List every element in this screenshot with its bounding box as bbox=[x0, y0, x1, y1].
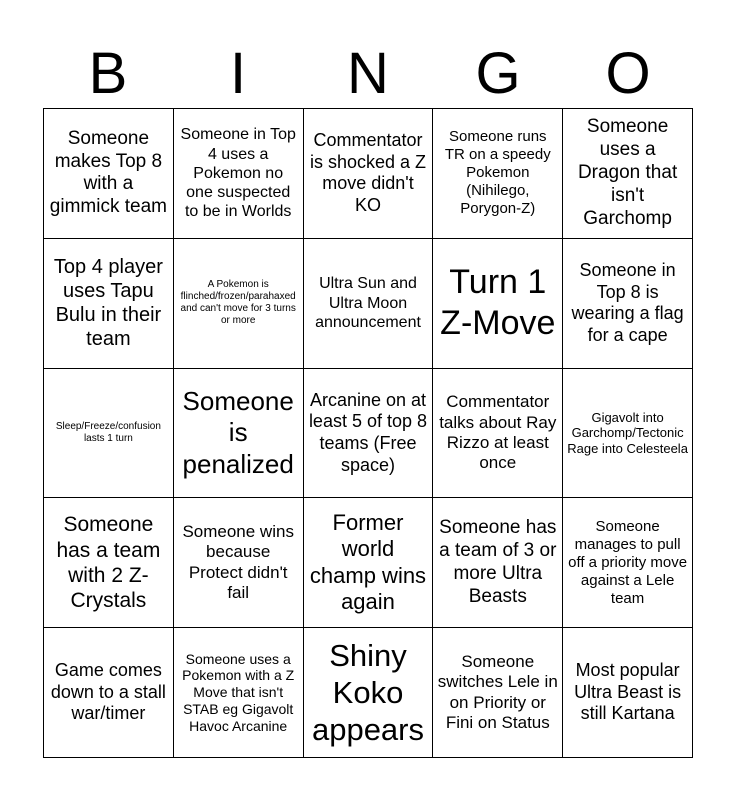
bingo-cell-text: Someone makes Top 8 with a gimmick team bbox=[49, 127, 167, 218]
bingo-cell[interactable] bbox=[174, 498, 304, 628]
bingo-cell-text: Someone uses a Dragon that isn't Garchomp bbox=[577, 116, 678, 229]
bingo-cell-text: Someone is penalized bbox=[182, 386, 294, 479]
bingo-grid bbox=[43, 108, 693, 758]
bingo-cell[interactable] bbox=[304, 498, 434, 628]
bingo-cell-text: Someone has a team with 2 Z-Crystals bbox=[56, 513, 161, 612]
bingo-cell[interactable] bbox=[174, 628, 304, 758]
bingo-cell[interactable] bbox=[44, 109, 174, 239]
header-letter-o: O bbox=[605, 41, 651, 106]
bingo-cell-text: Top 4 player uses Tapu Bulu in their team bbox=[53, 256, 163, 351]
bingo-cell-text: Someone manages to pull off a priority move against a Lele team bbox=[568, 517, 688, 607]
bingo-cell[interactable] bbox=[304, 369, 434, 499]
bingo-cell-text: Commentator is shocked a Z move didn't KO bbox=[309, 130, 427, 215]
bingo-cell[interactable] bbox=[563, 628, 693, 758]
header-letter-i: I bbox=[229, 41, 247, 106]
bingo-cell-text: Someone runs TR on a speedy Pokemon (Nihilego, Porygon-Z) bbox=[444, 128, 551, 218]
bingo-cell[interactable] bbox=[563, 239, 693, 369]
bingo-cell-text: Someone wins because Protect didn't fail bbox=[182, 522, 294, 603]
bingo-cell-text: Turn 1 Z-Move bbox=[440, 263, 556, 343]
bingo-cell[interactable] bbox=[44, 369, 174, 499]
bingo-cell-text: A Pokemon is flinched/frozen/parahaxed and can't move for 3 turns or more bbox=[180, 279, 296, 327]
bingo-cell[interactable] bbox=[433, 369, 563, 499]
bingo-cell-text: Arcanine on at least 5 of top 8 teams (Free space) bbox=[308, 389, 428, 475]
bingo-cell-text: Someone switches Lele in on Priority or Fini on Status bbox=[437, 651, 558, 732]
bingo-cell[interactable] bbox=[563, 369, 693, 499]
bingo-cell-text: Ultra Sun and Ultra Moon announcement bbox=[315, 275, 421, 331]
bingo-cell-text: Sleep/Freeze/confusion lasts 1 turn bbox=[55, 420, 161, 444]
bingo-cell[interactable] bbox=[304, 239, 434, 369]
bingo-cell-text: Someone uses a Pokemon with a Z Move that isn't STAB eg Gigavolt Havoc Arcanine bbox=[182, 650, 295, 734]
bingo-cell[interactable] bbox=[304, 628, 434, 758]
bingo-cell-text: Gigavolt into Garchomp/Tectonic Rage into Celesteela bbox=[567, 409, 688, 456]
bingo-cell-text: Shiny Koko appears bbox=[311, 637, 424, 748]
bingo-cell-text: Someone in Top 8 is wearing a flag for a cape bbox=[571, 260, 684, 345]
bingo-cell-text: Game comes down to a stall war/timer bbox=[50, 660, 166, 724]
bingo-cell[interactable] bbox=[433, 628, 563, 758]
bingo-cell[interactable] bbox=[433, 239, 563, 369]
bingo-cell[interactable] bbox=[44, 498, 174, 628]
header-letter-n: N bbox=[347, 41, 389, 106]
bingo-cell[interactable] bbox=[563, 109, 693, 239]
bingo-cell-text: Someone in Top 4 uses a Pokemon no one suspected to be in Worlds bbox=[180, 126, 296, 221]
bingo-cell[interactable] bbox=[563, 498, 693, 628]
bingo-cell-text: Most popular Ultra Beast is still Kartana bbox=[574, 660, 682, 724]
bingo-cell-text: Someone has a team of 3 or more Ultra Beasts bbox=[439, 517, 557, 607]
bingo-cell[interactable] bbox=[44, 628, 174, 758]
bingo-cell[interactable] bbox=[44, 239, 174, 369]
bingo-cell[interactable] bbox=[174, 109, 304, 239]
bingo-cell[interactable] bbox=[174, 239, 304, 369]
header-letter-b: B bbox=[88, 41, 128, 106]
bingo-header bbox=[43, 40, 693, 108]
bingo-cell[interactable] bbox=[433, 109, 563, 239]
bingo-cell-text: Former world champ wins again bbox=[309, 510, 427, 615]
bingo-cell[interactable] bbox=[304, 109, 434, 239]
header-letter-g: G bbox=[475, 41, 521, 106]
bingo-cell[interactable] bbox=[433, 498, 563, 628]
bingo-cell[interactable] bbox=[174, 369, 304, 499]
bingo-cell-text: Commentator talks about Ray Rizzo at least once bbox=[439, 392, 557, 473]
